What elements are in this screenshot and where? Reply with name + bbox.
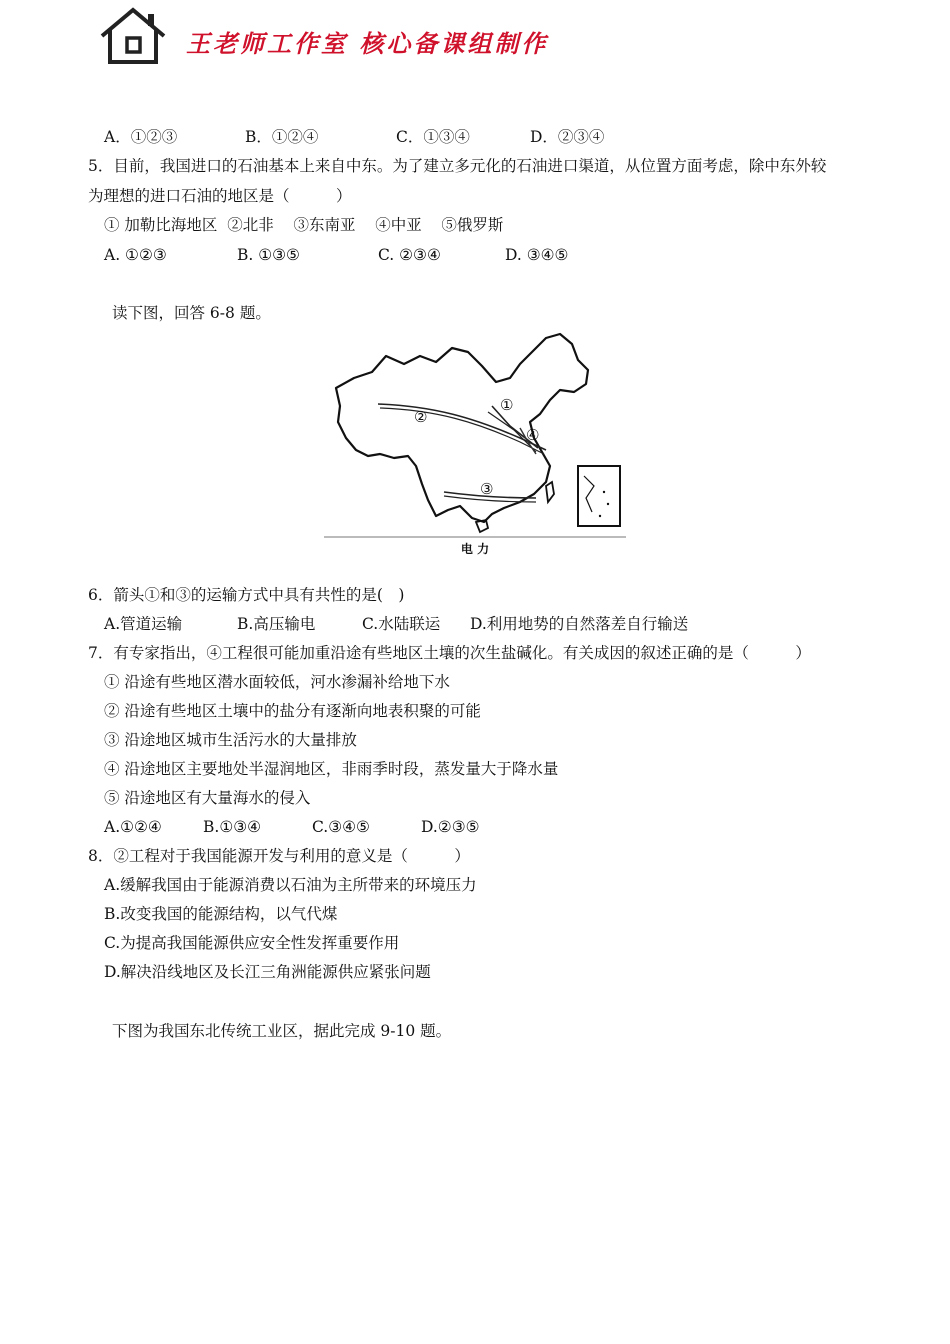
q4-option-c[interactable]: C．①③④	[396, 128, 470, 146]
q8-option-b[interactable]: B.改变我国的能源结构，以气代煤	[104, 905, 338, 923]
q4-options	[104, 127, 704, 147]
q6-option-b[interactable]: B.高压输电	[237, 615, 316, 633]
map-label-2: ②	[414, 408, 428, 426]
q7-option-a[interactable]: A.①②④	[104, 818, 162, 836]
map-drawing	[324, 326, 626, 538]
page-header	[98, 6, 698, 70]
q7-option-d[interactable]: D.②③⑤	[421, 818, 480, 836]
map-label-3: ③	[480, 480, 494, 498]
q8-option-c[interactable]: C.为提高我国能源供应安全性发挥重要作用	[104, 934, 400, 952]
q6-stem: 6．箭头①和③的运输方式中具有共性的是( )	[88, 586, 405, 604]
brand-title: 王老师工作室 核心备课组制作	[186, 30, 549, 58]
q5-option-d[interactable]: D. ③④⑤	[505, 246, 569, 264]
china-energy-map	[324, 326, 626, 562]
intro-6-8: 读下图，回答 6-8 题。	[112, 304, 271, 322]
q7-item-1: ① 沿途有些地区潜水面较低，河水渗漏补给地下水	[104, 673, 450, 691]
q5-stem-line2: 为理想的进口石油的地区是（ ）	[88, 187, 352, 205]
q4-option-d[interactable]: D．②③④	[530, 128, 605, 146]
map-caption: 电 力	[460, 542, 490, 556]
q7-item-5: ⑤ 沿途地区有大量海水的侵入	[104, 789, 311, 807]
q7-stem: 7．有专家指出，④工程很可能加重沿途有些地区土壤的次生盐碱化。有关成因的叙述正确的是（ ）	[88, 644, 811, 662]
q5-option-c[interactable]: C. ②③④	[378, 246, 441, 264]
q7-options	[104, 817, 604, 837]
intro-9-10: 下图为我国东北传统工业区，据此完成 9-10 题。	[112, 1022, 452, 1040]
map-label-4: ④	[526, 426, 540, 444]
q5-option-a[interactable]: A. ①②③	[104, 246, 167, 264]
q6-option-d[interactable]: D.利用地势的自然落差自行输送	[470, 615, 689, 633]
q5-options	[104, 245, 704, 265]
q7-option-b[interactable]: B.①③④	[203, 818, 262, 836]
q6-option-a[interactable]: A.管道运输	[104, 615, 183, 633]
q8-stem: 8．②工程对于我国能源开发与利用的意义是（ ）	[88, 847, 470, 865]
q7-item-2: ② 沿途有些地区土壤中的盐分有逐渐向地表积聚的可能	[104, 702, 481, 720]
q8-option-a[interactable]: A.缓解我国由于能源消费以石油为主所带来的环境压力	[104, 876, 477, 894]
q4-option-a[interactable]: A．①②③	[104, 128, 178, 146]
q6-options	[104, 614, 804, 634]
q5-stem-line1: 5．目前，我国进口的石油基本上来自中东。为了建立多元化的石油进口渠道，从位置方面考虑，除中东外较	[88, 157, 827, 175]
q7-item-3: ③ 沿途地区城市生活污水的大量排放	[104, 731, 357, 749]
q7-item-4: ④ 沿途地区主要地处半湿润地区，非雨季时段，蒸发量大于降水量	[104, 760, 559, 778]
house-icon	[98, 6, 168, 66]
q5-option-b[interactable]: B. ①③⑤	[237, 246, 300, 264]
q7-option-c[interactable]: C.③④⑤	[312, 818, 370, 836]
q4-option-b[interactable]: B．①②④	[245, 128, 319, 146]
q8-option-d[interactable]: D.解决沿线地区及长江三角洲能源供应紧张问题	[104, 963, 431, 981]
q6-option-c[interactable]: C.水陆联运	[362, 615, 441, 633]
map-label-1: ①	[500, 396, 514, 414]
q5-items: ① 加勒比海地区 ②北非 ③东南亚 ④中亚 ⑤俄罗斯	[104, 216, 504, 234]
